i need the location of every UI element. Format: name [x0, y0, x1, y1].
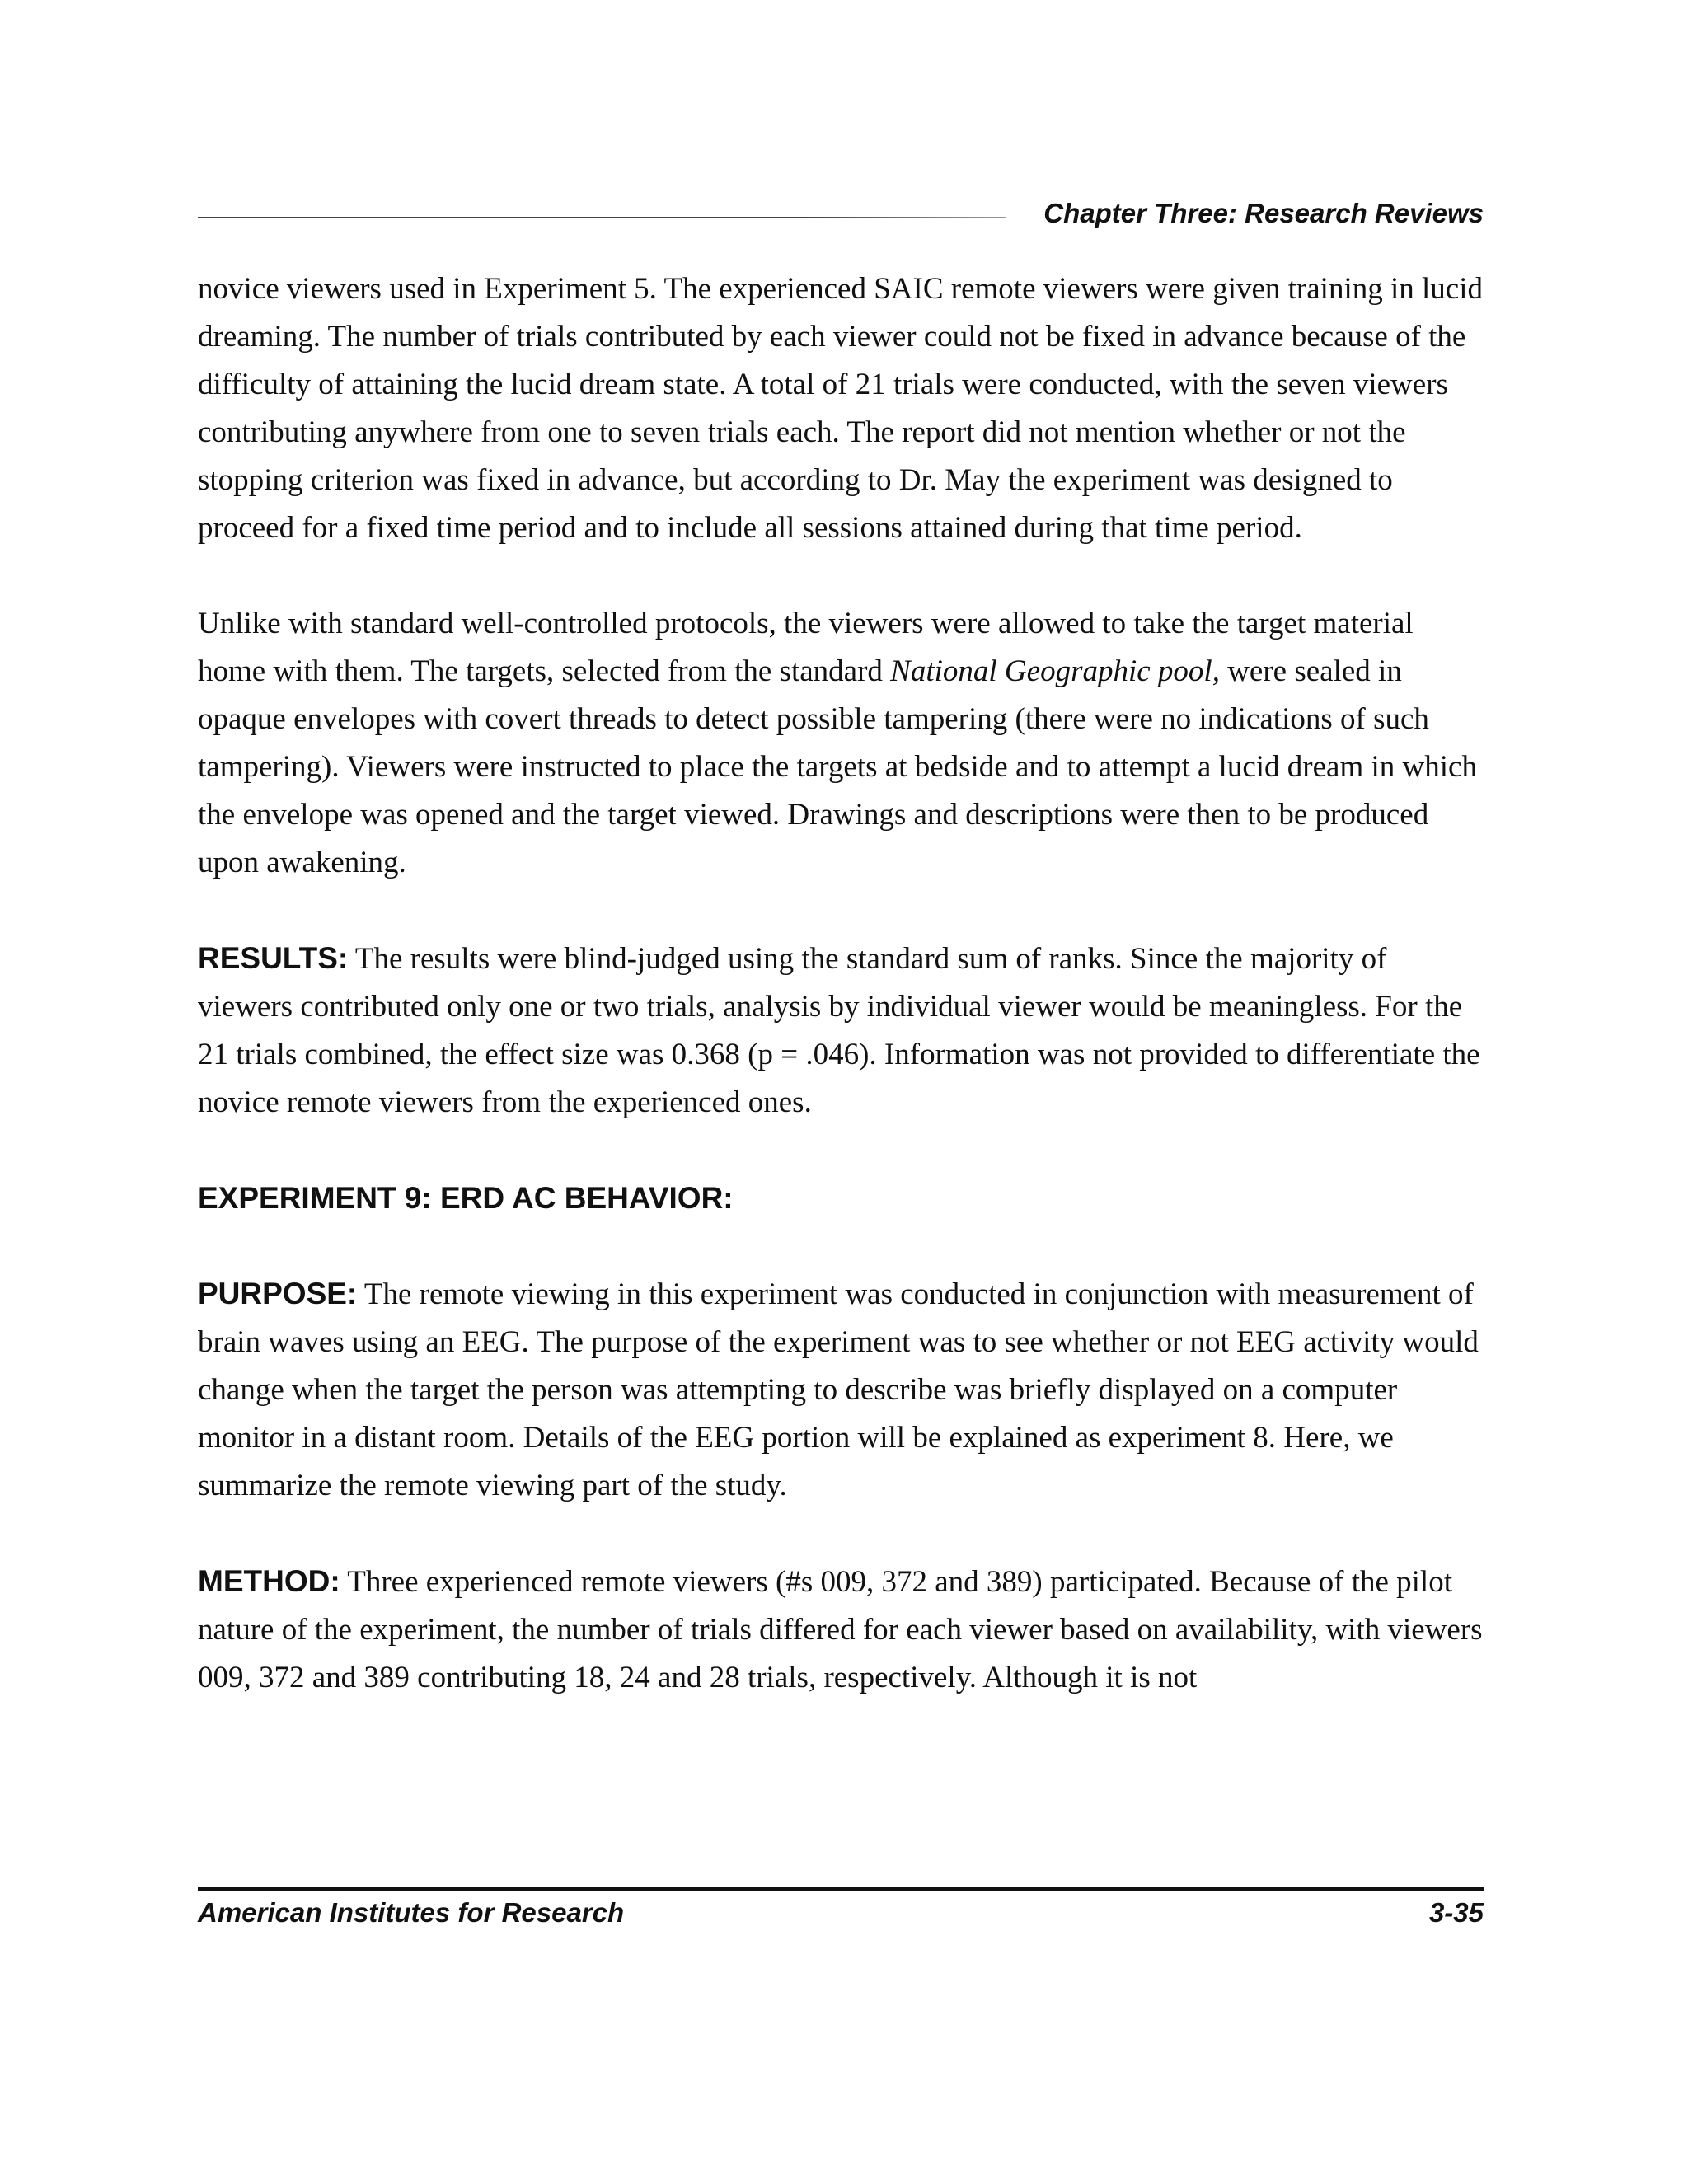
page-header: [198, 194, 1484, 235]
paragraph-results: [198, 935, 1488, 1127]
results-label: RESULTS:: [198, 941, 349, 975]
paragraph-purpose: [198, 1270, 1488, 1510]
chapter-title: Chapter Three: Research Reviews: [1043, 198, 1484, 228]
purpose-text: The remote viewing in this experiment was conducted in conjunction with measurement of brain waves using an EEG. The purpose of the experiment was to see whether or not EEG activity would change when the target the person was attempting to describe was briefly displayed on a computer monitor in a distant room. Details of the EEG portion will be explained as experiment 8. Here, we summarize the remote viewing part of the study.: [198, 1277, 1479, 1502]
paragraph-text: Unlike with standard well-controlled protocols, the viewers were allowed to take the target material home with them. The targets, selected from the standard: [198, 607, 1414, 688]
footer-organization: American Institutes for Research: [198, 1897, 625, 1928]
paragraph-protocol: [198, 600, 1488, 887]
experiment-heading: EXPERIMENT 9: ERD AC BEHAVIOR:: [198, 1181, 734, 1215]
header-rule: [198, 217, 1006, 218]
purpose-label: PURPOSE:: [198, 1277, 358, 1310]
method-text: Three experienced remote viewers (#s 009, 372 and 389) participated. Because of the pilot nature of the experiment, the number of trials differed for each viewer based on availability, with viewers 009, 372 and 389 contributing 18, 24 and 28 trials, respectively. Although it is not: [198, 1565, 1483, 1694]
italic-pool-name: National Geographic pool,: [890, 654, 1220, 688]
paragraph-text: were sealed in opaque envelopes with covert threads to detect possible tampering (there were no indications of such tampering). Viewers were instructed to place the targets at bedside and to attempt a lucid dream in which the envelope was opened and the target viewed. Drawings and descriptions were then to be produced upon awakening.: [198, 654, 1477, 879]
paragraph-lucid-dreaming: novice viewers used in Experiment 5. The experienced SAIC remote viewers were given training in lucid dreaming. The number of trials contributed by each viewer could not be fixed in advance because of the difficulty of attaining the lucid dream state. A total of 21 trials were conducted, with the seven viewers contributing anywhere from one to seven trials each. The report did not mention whether or not the stopping criterion was fixed in advance, but according to Dr. May the experiment was designed to proceed for a fixed time period and to include all sessions attained during that time period.: [198, 272, 1483, 545]
page-footer: [198, 1887, 1484, 1937]
results-text: The results were blind-judged using the standard sum of ranks. Since the majority of viewers contributed only one or two trials, analysis by individual viewer would be meaningless. For the 21 trials combined, the effect size was 0.368 (p = .046). Information was not provided to differentiate the novice remote viewers from the experienced ones.: [198, 942, 1480, 1119]
page-number: 3-35: [1428, 1897, 1484, 1928]
paragraph-method: [198, 1558, 1488, 1702]
page-content: [198, 265, 1488, 1750]
method-label: METHOD:: [198, 1564, 340, 1598]
footer-rule: [198, 1887, 1484, 1891]
